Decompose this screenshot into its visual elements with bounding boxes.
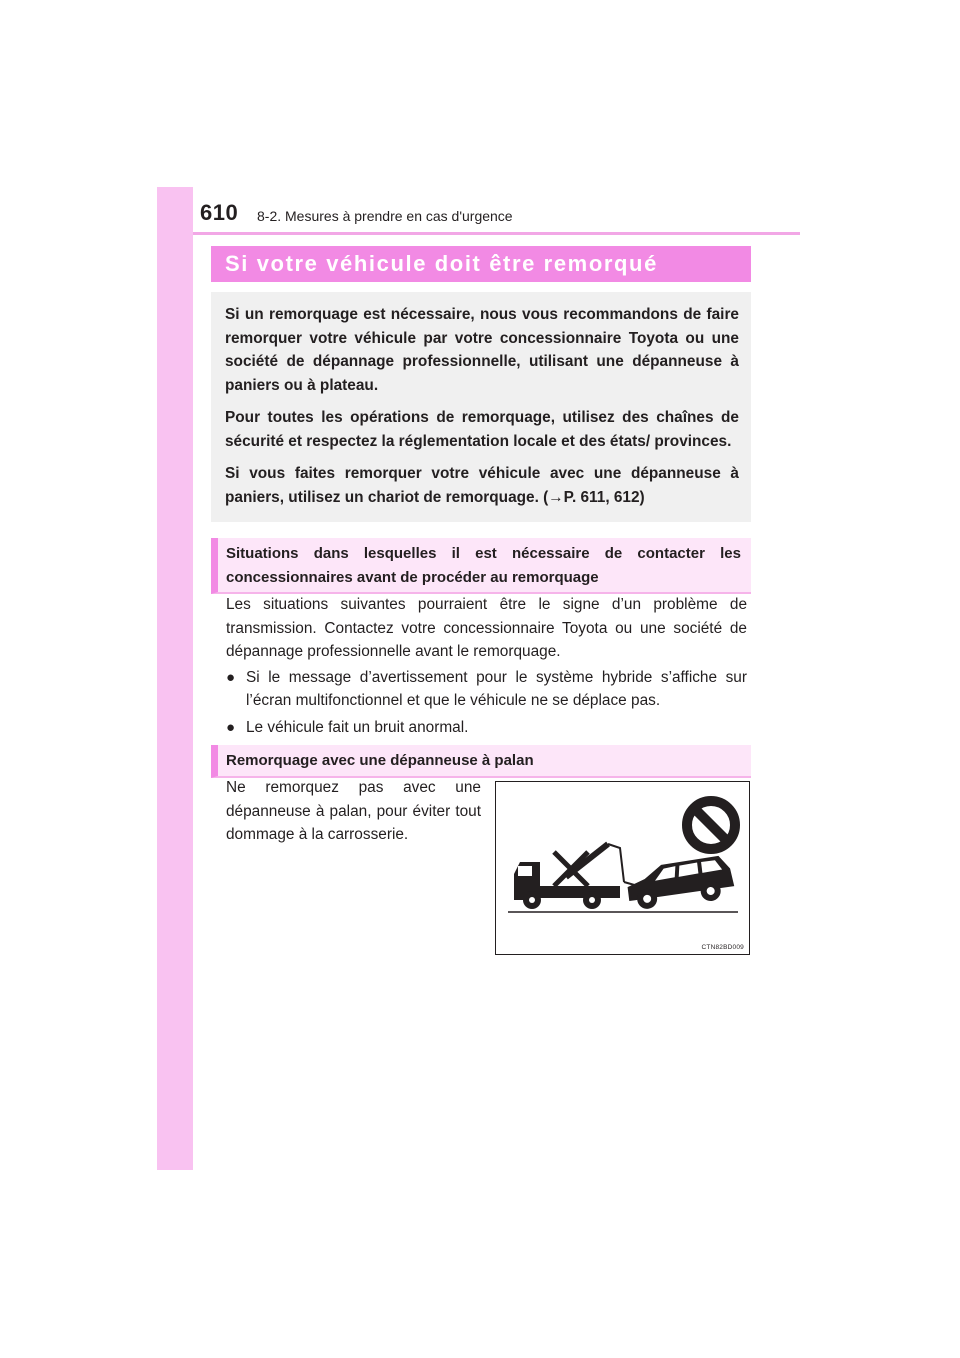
figure-code: CTN82BD009: [701, 944, 744, 951]
header-rule: [193, 232, 800, 235]
section-heading-dealer-contact: [211, 538, 751, 594]
section-body-hoist-tow: [226, 776, 481, 847]
list-item: [226, 716, 747, 740]
intro-paragraph: Pour toutes les opérations de remorquage, utilisez des chaînes de sécurité et respectez la réglementation locale et des états/ provinces.: [225, 409, 739, 450]
side-tab-strip: [157, 187, 193, 1170]
body-paragraph: Ne remorquez pas avec une dépanneuse à palan, pour éviter tout dommage à la carrosserie.: [226, 779, 481, 843]
body-paragraph: Les situations suivantes pourraient être le signe d’un problème de transmission. Contactez votre concessionnaire Toyota ou une société de dépannage professionnelle avant le remorquage.: [226, 596, 747, 660]
page-number: 610: [200, 200, 239, 225]
tow-illustration-svg: [496, 782, 749, 954]
list-item: [226, 666, 747, 713]
page-title: Si votre véhicule doit être remorqué: [225, 251, 658, 276]
section-heading-hoist-tow: [211, 745, 751, 778]
bullet-icon: ●: [226, 718, 236, 736]
title-bar: [211, 246, 751, 282]
intro-box: [211, 292, 751, 522]
bullet-icon: ●: [226, 668, 236, 686]
tow-illustration: [495, 781, 750, 955]
section-body-dealer-contact: [226, 593, 747, 739]
intro-paragraph: Si un remorquage est nécessaire, nous vous recommandons de faire remorquer votre véhicule par votre concessionnaire Toyota ou une société de dépannage professionnelle, utilisant une dépanneuse à paniers ou à plateau.: [225, 306, 739, 394]
section-heading-text: Remorquage avec une dépanneuse à palan: [226, 752, 534, 769]
prohibited-icon: [687, 801, 735, 849]
section-heading-text: Situations dans lesquelles il est nécessaire de contacter les concessionnaires avant de procéder au remorquage: [226, 545, 741, 586]
intro-paragraph: Si vous faites remorquer votre véhicule avec une dépanneuse à paniers, utilisez un chariot de remorquage. (→P. 611, 612): [225, 465, 739, 506]
section-reference: 8-2. Mesures à prendre en cas d'urgence: [257, 208, 513, 224]
list-item-text: Le véhicule fait un bruit anormal.: [246, 718, 469, 736]
tow-truck-icon: [514, 844, 638, 909]
list-item-text: Si le message d’avertissement pour le système hybride s’affiche sur l’écran multifonctionnel et que le véhicule ne se déplace pas.: [246, 668, 747, 709]
suv-car-icon: [625, 854, 736, 911]
